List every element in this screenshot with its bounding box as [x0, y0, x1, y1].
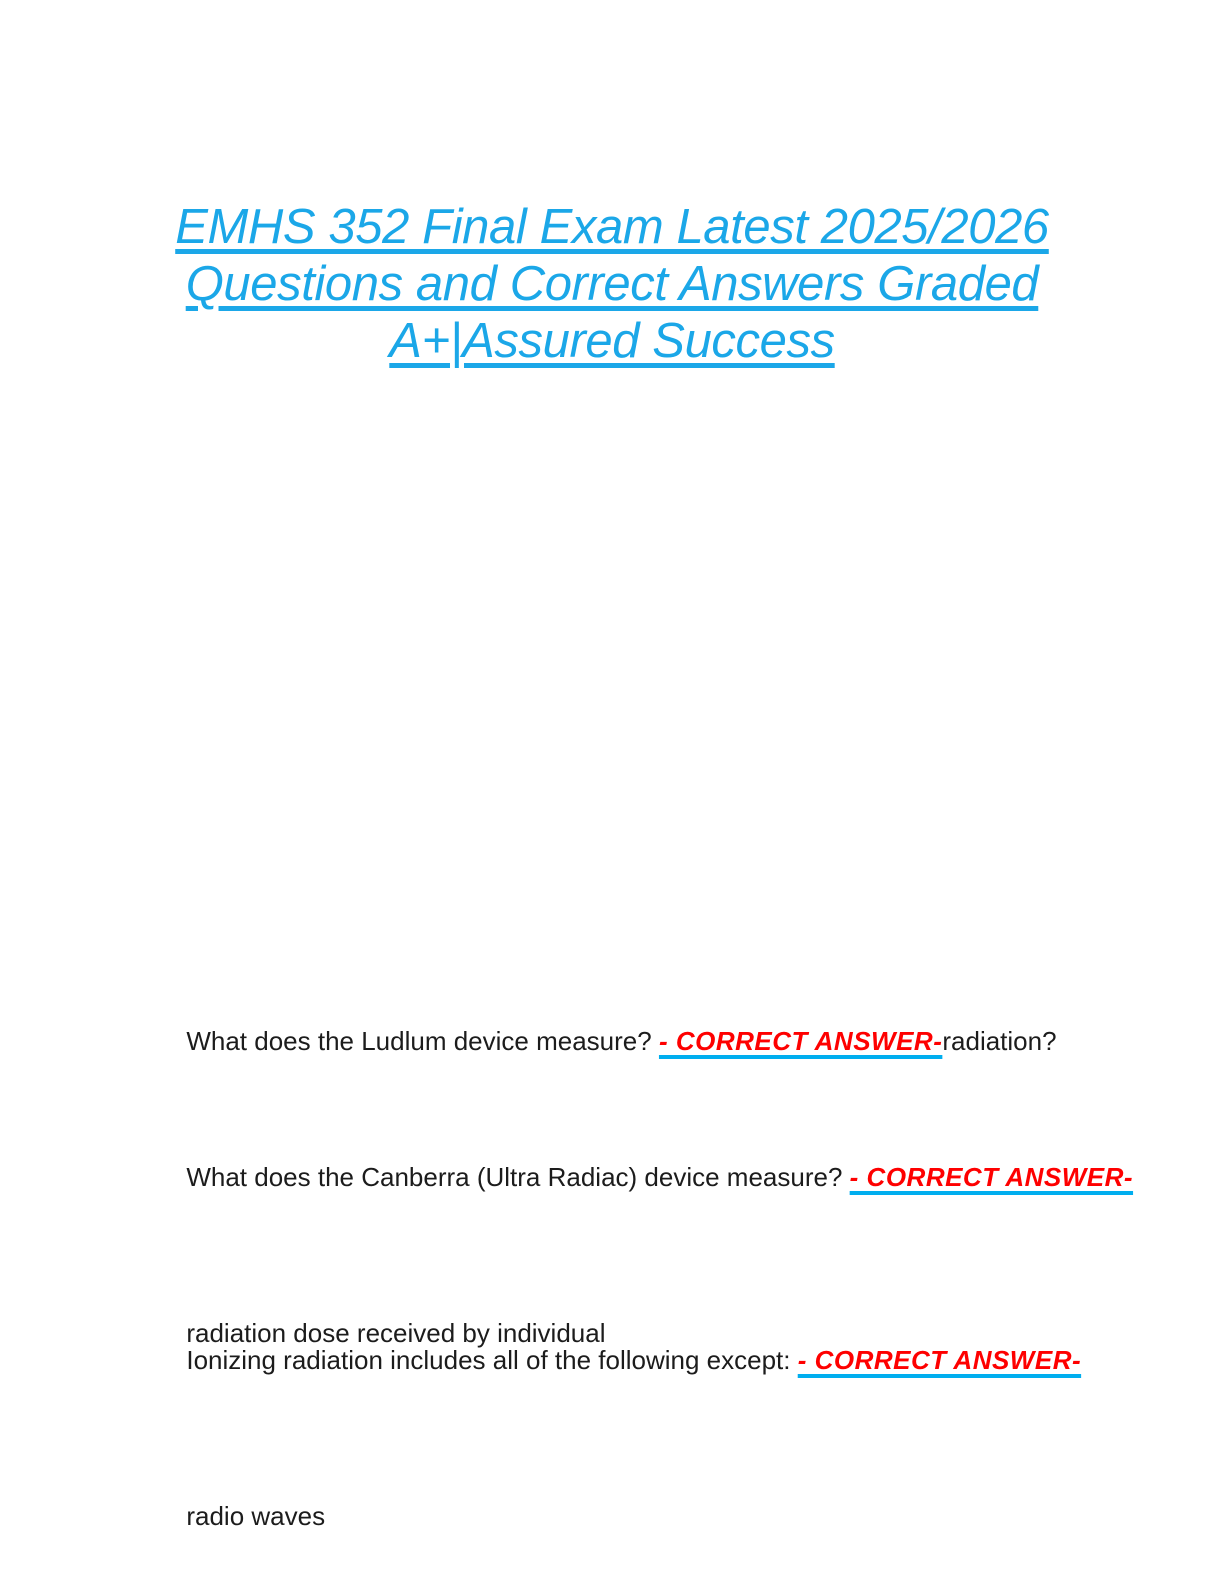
qa-line: [143, 963, 1153, 1119]
title-line-1: EMHS 352 Final Exam Latest 2025/2026: [175, 200, 1049, 254]
qa-line: [143, 1438, 1153, 1584]
answer-text: radiation?: [942, 1026, 1057, 1056]
title-line-3: A+|Assured Success: [389, 314, 835, 368]
qa-line: [143, 1099, 1153, 1255]
qa-item-3: [143, 1282, 1153, 1584]
qa-item-1: [143, 963, 1153, 1119]
question-text: Ionizing radiation includes all of the following except:: [186, 1345, 798, 1375]
title-line-2: Questions and Correct Answers Graded: [185, 257, 1039, 311]
document-title: [143, 199, 1081, 370]
answer-text: radiation dose received by individual: [186, 1318, 606, 1348]
correct-answer-marker: - CORRECT ANSWER-: [797, 1345, 1082, 1375]
correct-answer-marker: - CORRECT ANSWER-: [658, 1026, 943, 1056]
qa-line: [143, 1282, 1153, 1438]
question-text: What does the Ludlum device measure?: [186, 1026, 659, 1056]
correct-answer-marker: - CORRECT ANSWER-: [849, 1162, 1134, 1192]
answer-text: radio waves: [186, 1501, 326, 1531]
question-text: What does the Canberra (Ultra Radiac) device measure?: [186, 1162, 850, 1192]
